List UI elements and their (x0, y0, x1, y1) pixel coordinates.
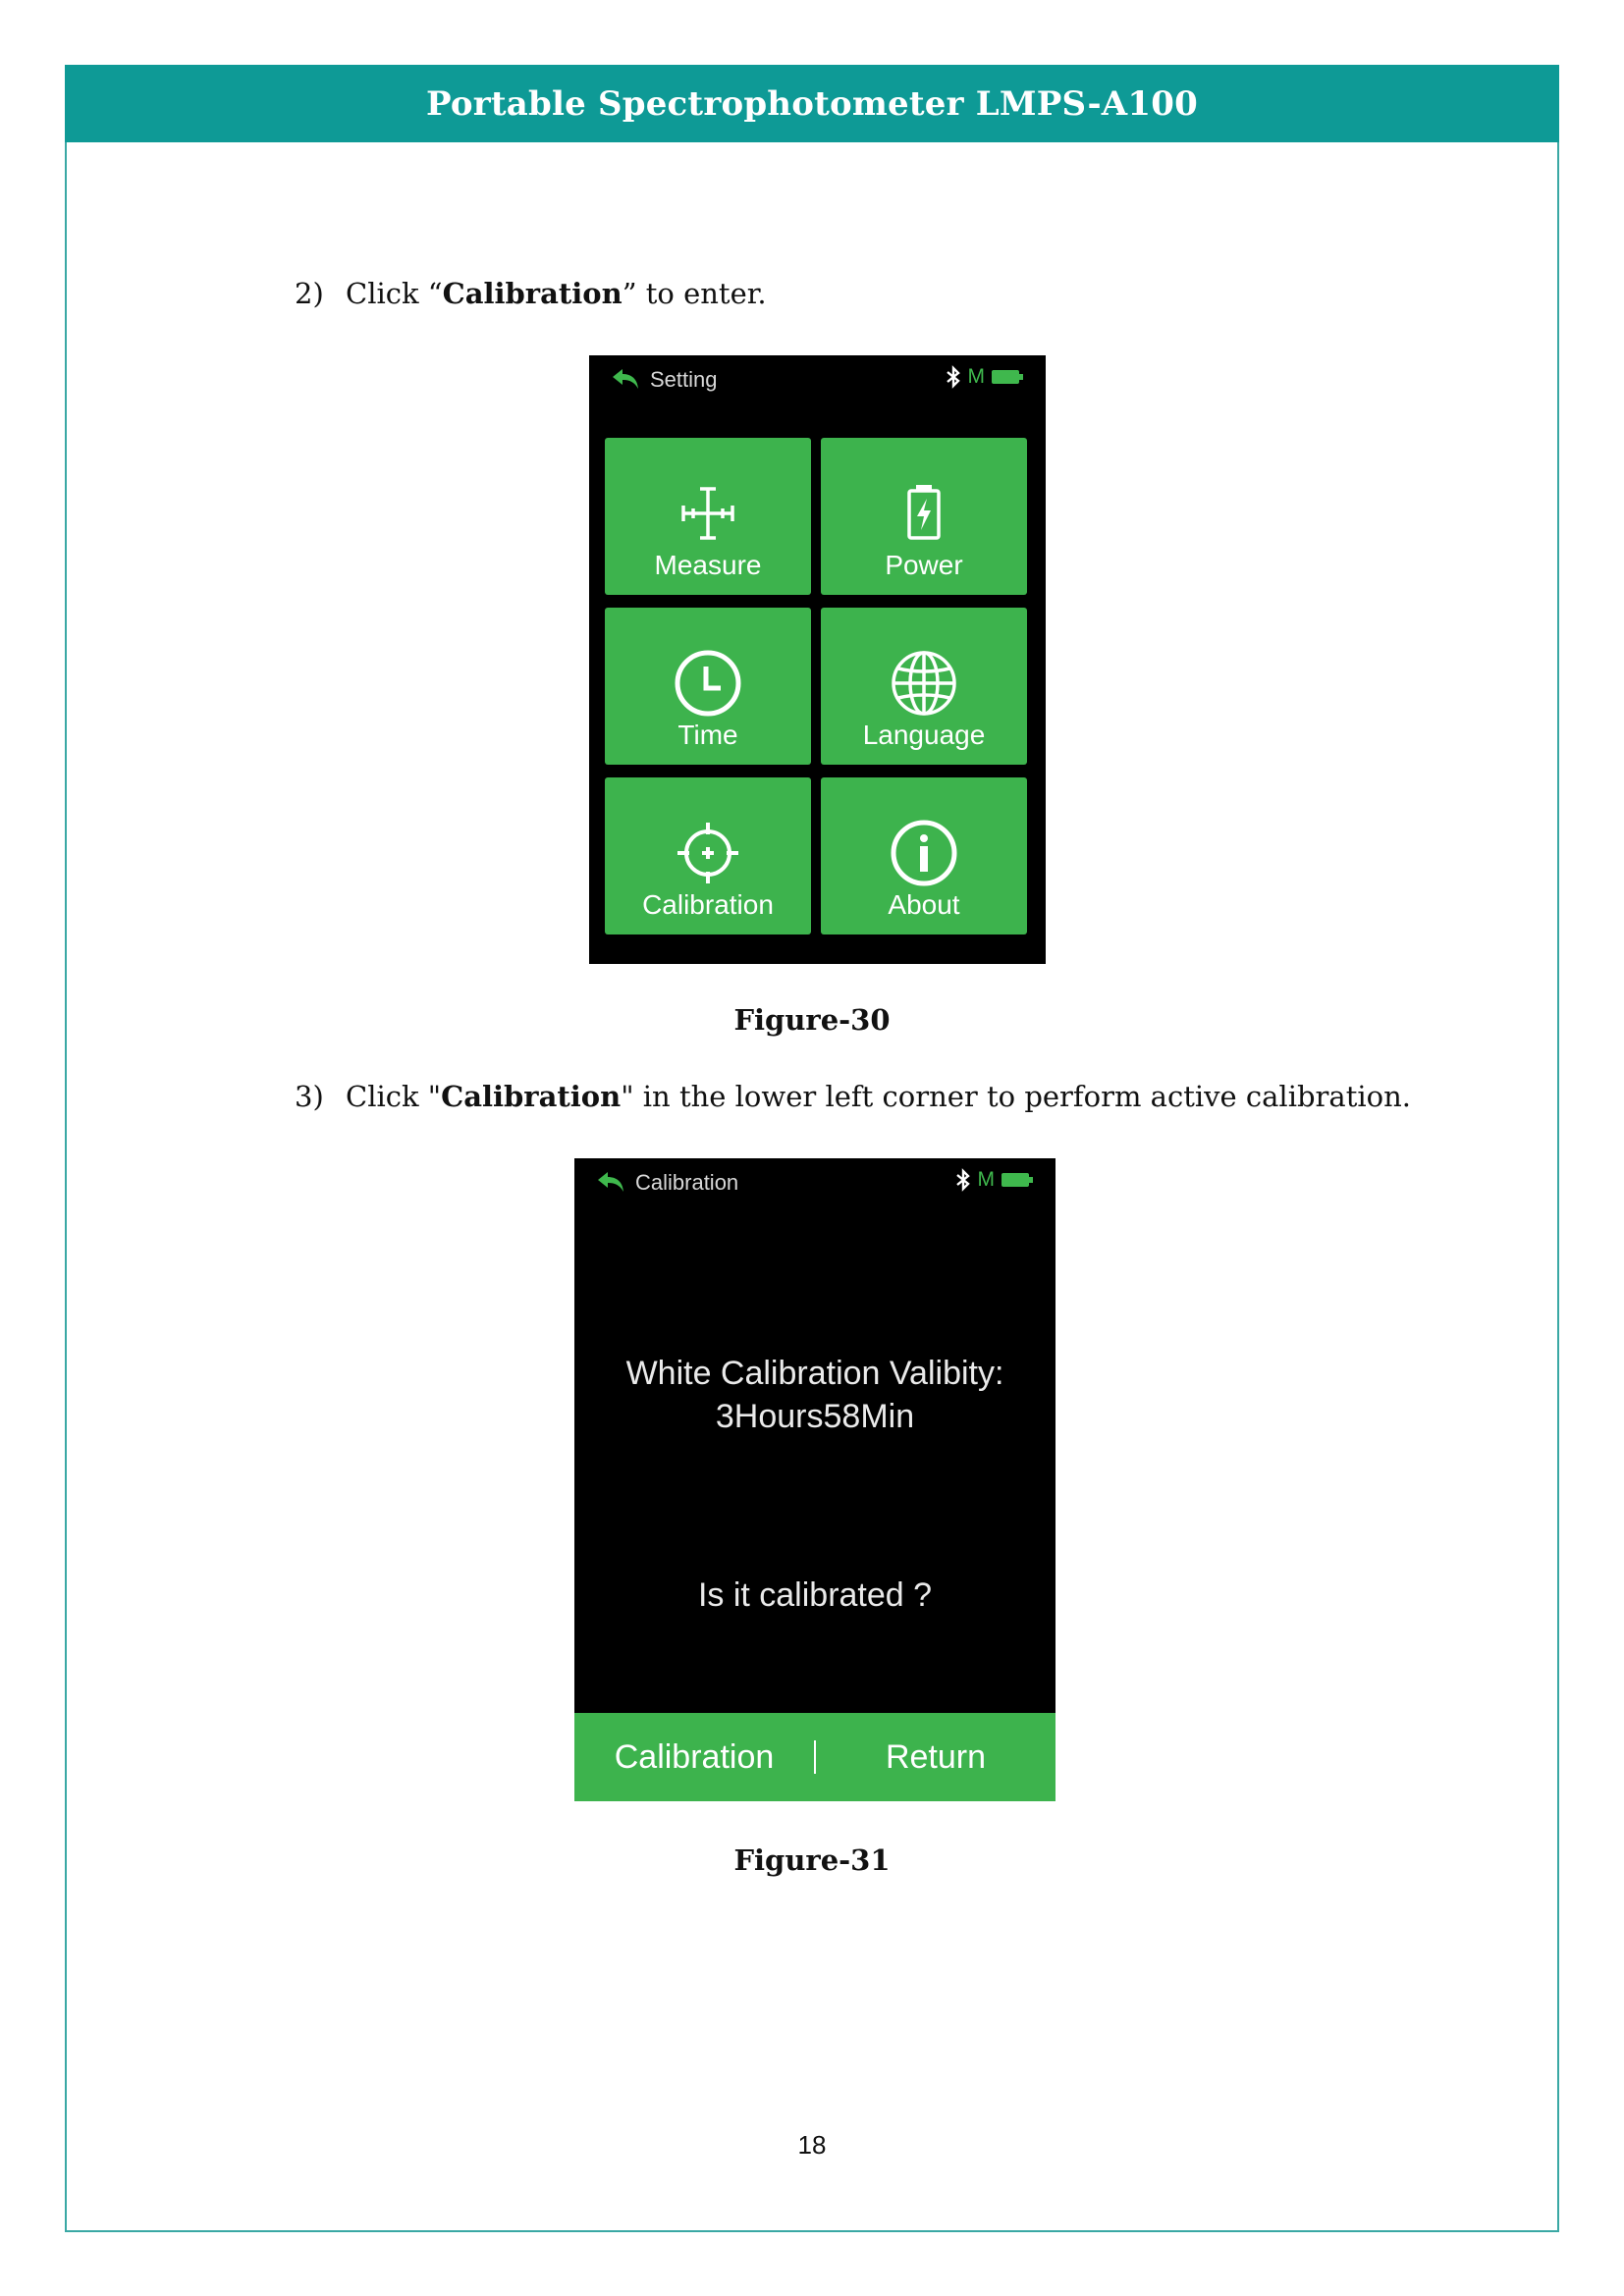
figure-31-caption: Figure-31 (733, 1843, 891, 1877)
document-header (65, 65, 1559, 142)
tile-calibration[interactable] (605, 777, 811, 934)
tile-label: Power (885, 550, 963, 580)
tile-label: About (888, 889, 960, 920)
back-arrow-icon[interactable] (611, 367, 640, 391)
clock-icon (670, 645, 746, 721)
status-icons (954, 1168, 1035, 1192)
step-keyword: Calibration (441, 1080, 622, 1113)
target-icon (670, 815, 746, 891)
tile-label: Measure (654, 550, 762, 580)
mode-indicator: M (977, 1168, 995, 1191)
status-bar (574, 1158, 1056, 1207)
calibration-button[interactable]: Calibration (614, 1737, 775, 1776)
step-number: 3) (295, 1080, 324, 1113)
globe-icon (886, 645, 962, 721)
settings-grid (605, 438, 1029, 934)
screen-title: Setting (650, 367, 718, 392)
battery-bolt-icon (886, 475, 962, 552)
action-bar (574, 1713, 1056, 1801)
page-number: 18 (797, 2130, 827, 2160)
validity-value: 3Hours58Min (715, 1398, 915, 1435)
bluetooth-icon (954, 1168, 972, 1192)
document-title: Portable Spectrophotometer LMPS-A100 (426, 83, 1198, 124)
step-text-before: Click “ (346, 277, 443, 310)
validity-label: White Calibration Valibity: (625, 1355, 1004, 1392)
figure-30-caption: Figure-30 (733, 1003, 891, 1037)
step-number: 2) (295, 277, 324, 310)
step-text-after: ” to enter. (622, 277, 767, 310)
bluetooth-icon (945, 365, 962, 389)
tile-label: Language (862, 720, 986, 750)
tile-measure[interactable] (605, 438, 811, 595)
calibration-question: Is it calibrated ? (697, 1576, 933, 1614)
tile-time[interactable] (605, 608, 811, 765)
tile-about[interactable] (821, 777, 1027, 934)
tile-label: Time (677, 720, 738, 750)
tile-power[interactable] (821, 438, 1027, 595)
battery-icon (1001, 1171, 1034, 1189)
step-text-after: " in the lower left corner to perform active calibration. (621, 1080, 1411, 1113)
status-icons (945, 365, 1025, 389)
tile-label: Calibration (642, 889, 774, 920)
calibration-screen (574, 1158, 1056, 1801)
step-3 (295, 1080, 1411, 1113)
screen-title: Calibration (635, 1170, 739, 1195)
step-2 (295, 277, 767, 310)
status-bar (589, 355, 1046, 404)
return-button[interactable]: Return (885, 1737, 987, 1776)
info-icon (886, 815, 962, 891)
step-text-before: Click " (346, 1080, 442, 1113)
battery-icon (991, 368, 1024, 386)
mode-indicator: M (967, 365, 985, 388)
crosshair-arrows-icon (670, 475, 746, 552)
step-keyword: Calibration (442, 277, 623, 310)
tile-language[interactable] (821, 608, 1027, 765)
back-arrow-icon[interactable] (596, 1170, 625, 1194)
setting-screen (589, 355, 1046, 964)
